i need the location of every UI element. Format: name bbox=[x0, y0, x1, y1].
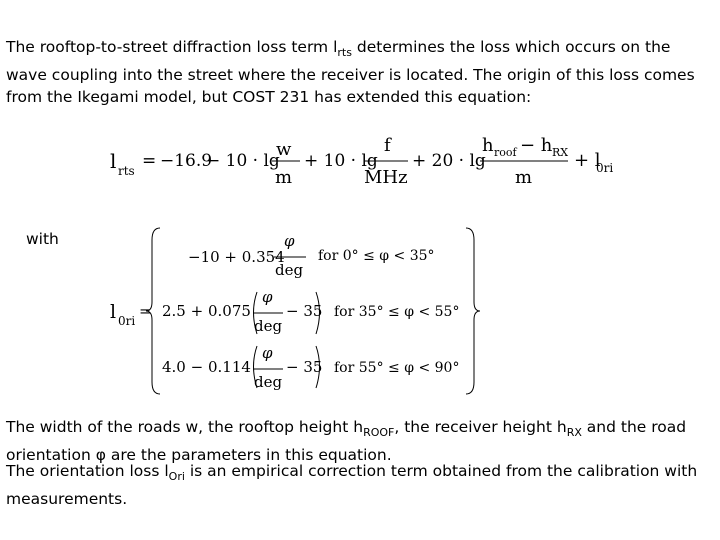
eq1-term3-roof-sub: roof bbox=[494, 146, 517, 159]
case1-numerator: φ bbox=[284, 232, 295, 250]
case2-denominator: deg bbox=[254, 317, 283, 335]
eq1-term1-num: w bbox=[276, 139, 292, 160]
outro1-sub-rx: RX bbox=[566, 426, 582, 440]
intro-paragraph bbox=[6, 36, 716, 108]
case2-minus-35: − 35 bbox=[286, 302, 323, 320]
eq1-lhs-sub: rts bbox=[118, 164, 135, 178]
eq2-lhs-sub: 0ri bbox=[118, 314, 136, 328]
orientation-loss-equation bbox=[100, 222, 500, 400]
outro2-text-b: is an empirical correction term obtained from the calibration with measurements. bbox=[6, 462, 698, 509]
eq2-lhs: l bbox=[110, 301, 117, 323]
eq1-term2-den: MHz bbox=[364, 167, 408, 188]
eq1-term4: + l bbox=[574, 150, 601, 171]
eq2-equals: = bbox=[139, 302, 152, 320]
case3-condition: for 55° ≤ φ < 90° bbox=[334, 360, 460, 376]
case1-condition: for 0° ≤ φ < 35° bbox=[318, 248, 435, 264]
case2-expression: 2.5 + 0.075 bbox=[162, 302, 251, 320]
case2-condition: for 35° ≤ φ < 55° bbox=[334, 304, 460, 320]
outro1-sub-roof: ROOF bbox=[363, 426, 395, 440]
eq1-term3-h-roof: h bbox=[482, 135, 494, 156]
orientation-loss-paragraph bbox=[6, 460, 716, 510]
case3-minus-35: − 35 bbox=[286, 358, 323, 376]
outro2-sub-ori: Ori bbox=[168, 470, 185, 484]
intro-text-start: The rooftop-to-street diffraction loss term l bbox=[6, 38, 338, 56]
outro1-text-b: , the receiver height h bbox=[394, 418, 567, 436]
eq1-lhs: l bbox=[110, 149, 117, 173]
case3-numerator: φ bbox=[262, 344, 273, 362]
outro1-text-c: and the road orientation φ are the parameters in this equation. bbox=[6, 418, 687, 465]
eq1-constant: −16.9 bbox=[160, 151, 213, 171]
eq1-term3-rx-sub: RX bbox=[552, 146, 569, 159]
left-brace bbox=[146, 228, 160, 394]
eq1-equals: = bbox=[142, 151, 157, 171]
right-brace bbox=[466, 228, 480, 394]
eq1-term4-sub: 0ri bbox=[596, 161, 614, 175]
intro-text-end: determines the loss which occurs on the wave coupling into the street where the receiver is located. The origin of this loss comes from the Ikegami model, but COST 231 has extended this equation: bbox=[6, 38, 695, 107]
intro-subscript: rts bbox=[337, 46, 352, 60]
case3-denominator: deg bbox=[254, 373, 283, 391]
case1-expression: −10 + 0.354 bbox=[188, 248, 285, 266]
eq1-term2-num: f bbox=[384, 135, 391, 156]
rooftop-street-loss-equation bbox=[106, 133, 626, 193]
eq1-term3-op: + 20 · lg bbox=[412, 151, 486, 171]
case1-denominator: deg bbox=[275, 261, 304, 279]
eq1-term3-h-rx: − h bbox=[520, 135, 553, 156]
outro1-text-a: The width of the roads w, the rooftop height h bbox=[6, 418, 364, 436]
eq1-term1-op: − 10 · lg bbox=[206, 151, 280, 171]
eq1-term1-den: m bbox=[275, 167, 293, 188]
outro2-text-a: The orientation loss l bbox=[6, 462, 169, 480]
eq1-term2-op: + 10 · lg bbox=[304, 151, 378, 171]
eq1-term3-den: m bbox=[515, 167, 533, 188]
parameters-paragraph bbox=[6, 416, 716, 466]
with-label: with bbox=[26, 230, 59, 248]
case3-expression: 4.0 − 0.114 bbox=[162, 358, 251, 376]
case2-numerator: φ bbox=[262, 288, 273, 306]
